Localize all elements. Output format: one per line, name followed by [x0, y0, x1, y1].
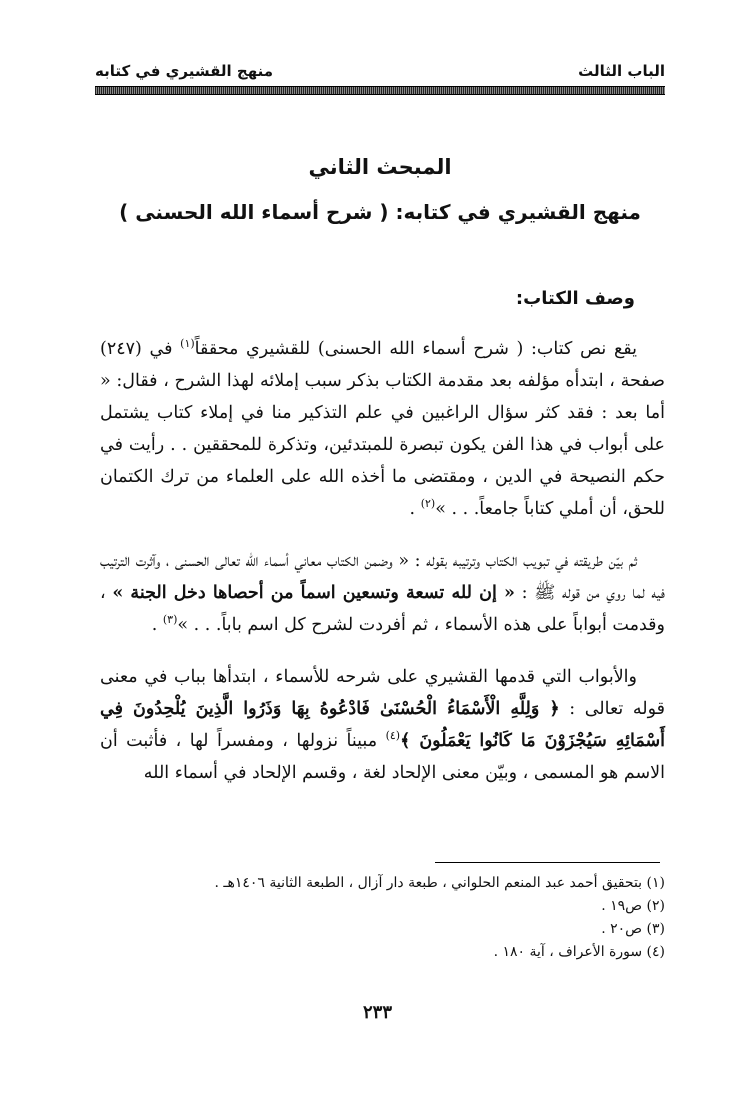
paragraph-1-part-b: في (٢٤٧) صفحة ، ابتدأه مؤلفه بعد مقدمة الكتاب بذكر سبب إملائه لهذا الشرح ، فقال: « أما بعد : فقد كثر سؤال الراغبين في علم التذكير منا في إملاء كتاب يشتمل على أبواب في هذا الفن يكون تبصرة للمبتدئين، وتذكرة للمحققين . . رأيت في حكم النصيحة في الدين ، ومقتضى ما أخذه الله على العلماء من ترك الكتمان للحق، أن أملي كتاباً جامعاً. . . » [100, 339, 665, 519]
section-subtitle: منهج القشيري في كتابه: ( شرح أسماء الله الحسنى ) [119, 200, 641, 224]
paragraph-1-end: . [409, 499, 416, 519]
paragraph-3 [100, 661, 665, 789]
running-title: منهج القشيري في كتابه [95, 62, 274, 80]
section-title: المبحث الثاني [308, 155, 452, 179]
footnotes [110, 872, 665, 964]
quran-verse: ﴿ وَلِلَّهِ الْأَسْمَاءُ الْحُسْنَىٰ فَادْعُوهُ بِهَا وَذَرُوا الَّذِينَ يُلْحِدُونَ فِي أَسْمَائِهِ سَيُجْزَوْنَ مَا كَانُوا يَعْمَلُونَ ﴾ [100, 699, 665, 751]
footnote-2: (٢) ص١٩ . [601, 898, 665, 914]
body-text [100, 333, 665, 809]
paragraph-2-end: . [151, 615, 158, 635]
header-divider [95, 86, 665, 95]
footnote-ref-2: (٢) [420, 497, 436, 511]
footnote-ref-1: (١) [180, 337, 195, 351]
paragraph-2-part-b: ، وقدمت أبواباً على هذه الأسماء ، ثم أفردت لشرح كل اسم باباً. . . » [100, 583, 665, 635]
footnote-3: (٣) ص٢٠ . [601, 921, 665, 937]
paragraph-2 [100, 545, 665, 641]
paragraph-3-part-a: والأبواب التي قدمها القشيري على شرحه للأسماء ، ابتدأها بباب في معنى قوله تعالى : [100, 667, 665, 719]
paragraph-1-part-a: يقع نص كتاب: ( شرح أسماء الله الحسنى) للقشيري محققاً [194, 339, 637, 359]
paragraph-2-part-a: ثم بيّن طريقته في تبويب الكتاب وترتيبه بقوله : « وضمن الكتاب معاني أسماء الله تعالى الحسنى ، وآثرت الترتيب فيه لما روي من قوله ﷺ : [100, 551, 665, 603]
subheading: وصف الكتاب: [515, 288, 635, 309]
footnote-divider [435, 862, 660, 863]
paragraph-1 [100, 333, 665, 525]
page-number: ٢٣٣ [362, 1002, 392, 1023]
footnote-ref-3: (٣) [162, 613, 178, 627]
footnote-1: (١) بتحقيق أحمد عبد المنعم الحلواني ، طبعة دار آزال ، الطبعة الثانية ١٤٠٦هـ . [214, 875, 665, 891]
paragraph-3-part-b: مبيناً نزولها ، ومفسراً لها ، فأثبت أن الاسم هو المسمى ، وبيّن معنى الإلحاد لغة ، وقسم الإلحاد في أسماء الله [100, 731, 665, 783]
chapter-label: الباب الثالث [578, 62, 665, 80]
hadith-quote: « إن لله تسعة وتسعين اسماً من أحصاها دخل الجنة » [112, 583, 515, 603]
running-header [95, 58, 665, 86]
footnote-ref-4: (٤) [385, 729, 401, 743]
footnote-4: (٤) سورة الأعراف ، آية ١٨٠ . [493, 944, 665, 960]
